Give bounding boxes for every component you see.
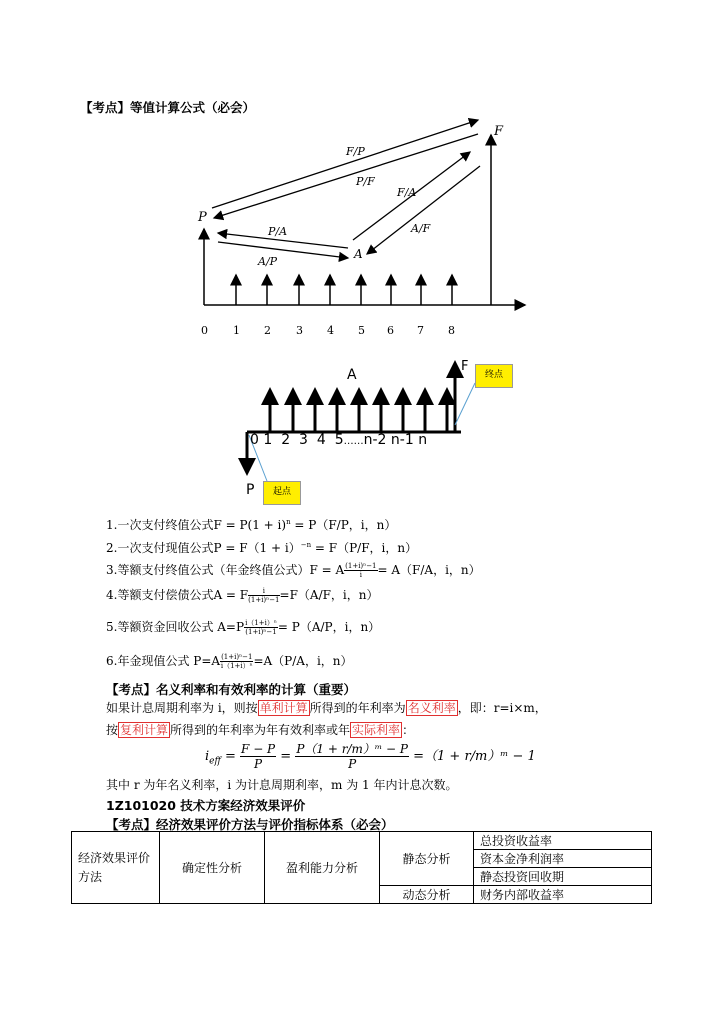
highlight-effective-rate: 实际利率 bbox=[352, 723, 401, 737]
para-text: ，即：r=i×m， bbox=[457, 701, 547, 715]
eq-frac-1 bbox=[240, 742, 276, 771]
cell-dynamic: 动态分析 bbox=[380, 886, 474, 904]
fraction-numerator: F − P bbox=[241, 742, 276, 756]
formula-2 bbox=[106, 539, 417, 556]
formula-3 bbox=[106, 561, 481, 579]
formula-5 bbox=[106, 618, 380, 636]
formula-6-rhs: =A（P/A，i，n） bbox=[253, 654, 353, 668]
cash-flow-diagram-1 bbox=[190, 112, 550, 352]
para-line-2 bbox=[106, 721, 414, 738]
fraction-denominator: P bbox=[348, 757, 357, 771]
tick-label: 1 bbox=[263, 432, 273, 448]
eq-rhs: =（1 + r/m）ᵐ − 1 bbox=[413, 749, 536, 764]
evaluation-table bbox=[71, 831, 652, 904]
formula-5-rhs: = P（A/P，i，n） bbox=[277, 620, 381, 634]
tick-label: 4 bbox=[316, 432, 326, 448]
cell-indicator: 总投资收益率 bbox=[474, 832, 652, 850]
formula-5-fraction bbox=[244, 619, 278, 636]
cell-deterministic: 确定性分析 bbox=[160, 832, 265, 904]
formula-5-lhs: 5.等额资金回收公式 A=P bbox=[106, 620, 245, 634]
tick-label: 8 bbox=[448, 324, 455, 337]
para-text: 所得到的年利率为年有效利率或年 bbox=[170, 723, 351, 737]
highlight-nominal-rate: 名义利率 bbox=[407, 701, 456, 715]
eq-frac-2 bbox=[295, 742, 409, 771]
label-f-p: F/P bbox=[346, 145, 365, 158]
label-p-a: P/A bbox=[268, 225, 288, 238]
formula-2-lhs: 2.一次支付现值公式P = F（1 + i） bbox=[106, 541, 301, 555]
label-a-f: A/F bbox=[411, 222, 431, 235]
formula-1-sup: n bbox=[286, 518, 291, 526]
diag1-label-p: P bbox=[198, 210, 207, 225]
para-text: 如果计息周期利率为 i，则按 bbox=[106, 701, 258, 715]
fraction-denominator: (1+i)ⁿ−1 bbox=[245, 628, 277, 636]
formula-2-sup: −n bbox=[300, 541, 312, 549]
heading-interest-rates: 【考点】名义利率和有效利率的计算（重要） bbox=[106, 682, 357, 697]
highlight-simple-interest: 单利计算 bbox=[259, 701, 308, 715]
para-text: 所得到的年利率为 bbox=[309, 701, 406, 715]
tick-label: n bbox=[418, 432, 428, 448]
heading-equivalent-formulas: 【考点】等值计算公式（必会） bbox=[80, 100, 256, 115]
fraction-numerator: (1+i)ⁿ−1 bbox=[221, 653, 253, 661]
formula-2-rhs: = F（P/F，i，n） bbox=[311, 541, 418, 555]
diag2-label-f: F bbox=[461, 359, 469, 374]
arrow-f-given-p bbox=[212, 120, 478, 208]
cell-indicator: 财务内部收益率 bbox=[474, 886, 652, 904]
fraction-denominator: P bbox=[254, 757, 263, 771]
label-p-f: P/F bbox=[356, 175, 375, 188]
arrow-a-given-f bbox=[367, 166, 480, 254]
tick-label: 3 bbox=[299, 432, 308, 448]
fraction-numerator: i bbox=[248, 587, 279, 596]
formula-4 bbox=[106, 586, 379, 604]
cell-profitability: 盈利能力分析 bbox=[265, 832, 380, 904]
formula-3-fraction bbox=[344, 562, 377, 579]
para-line-1 bbox=[106, 699, 547, 716]
fraction-denominator: (1+i)ⁿ−1 bbox=[248, 596, 280, 604]
formula-3-lhs: 3.等额支付终值公式（年金终值公式）F = A bbox=[106, 563, 345, 577]
tick-label: 7 bbox=[417, 324, 424, 337]
formula-4-lhs: 4.等额支付偿债公式A = F bbox=[106, 588, 249, 602]
formula-3-rhs: = A（F/A，i，n） bbox=[377, 563, 481, 577]
formula-6 bbox=[106, 652, 353, 670]
fraction-numerator: (1+i)ⁿ−1 bbox=[345, 562, 377, 570]
tick-label: 2 bbox=[264, 324, 271, 337]
tick-label: n-1 bbox=[390, 432, 414, 448]
diag1-label-a: A bbox=[354, 247, 363, 261]
fraction-numerator: i（1+i）ⁿ bbox=[245, 619, 277, 627]
diag1-label-f: F bbox=[494, 124, 504, 139]
cell-indicator: 静态投资回收期 bbox=[474, 868, 652, 886]
effective-rate-equation: $i_{eff}$ = $\frac{F - P}{P}$ = $\frac{\text{P（1 + r/m）ᵐ − P}}{P}$ =（1 + r/m）ᵐ − 1 bbox=[205, 742, 536, 771]
formula-1 bbox=[106, 516, 396, 533]
tick-label: 4 bbox=[327, 324, 334, 337]
tick-label: n-2 bbox=[363, 432, 387, 448]
heading-evaluation-methods: 【考点】经济效果评价方法与评价指标体系（必会） bbox=[106, 817, 394, 832]
label-f-a: F/A bbox=[397, 186, 417, 199]
formula-6-lhs: 6.年金现值公式 P=A bbox=[106, 654, 221, 668]
diag2-label-p: P bbox=[246, 482, 255, 498]
fraction-numerator: P（1 + r/m）ᵐ − P bbox=[296, 742, 408, 756]
cell-indicator: 资本金净利润率 bbox=[474, 850, 652, 868]
formula-1-lhs: 1.一次支付终值公式F = P(1 + i) bbox=[106, 518, 287, 532]
fraction-denominator: i bbox=[359, 571, 362, 579]
cell-static: 静态分析 bbox=[380, 832, 474, 886]
diag2-ticks bbox=[250, 432, 427, 448]
formula-6-fraction bbox=[220, 653, 253, 670]
cell-method: 经济效果评价方法 bbox=[72, 832, 160, 904]
para-text: 按 bbox=[106, 723, 119, 737]
tick-label: 3 bbox=[296, 324, 303, 337]
diag2-label-a: A bbox=[347, 367, 357, 383]
formula-4-rhs: =F（A/F，i，n） bbox=[279, 588, 379, 602]
arrow-a-given-p bbox=[218, 242, 348, 258]
tick-label: 5 bbox=[358, 324, 365, 337]
tick-label: 6 bbox=[387, 324, 394, 337]
para-text: ： bbox=[402, 723, 415, 737]
label-a-p: A/P bbox=[258, 255, 278, 268]
tick-label: 0 bbox=[250, 432, 259, 448]
tick-label: 1 bbox=[233, 324, 240, 337]
start-point-box: 起点 bbox=[263, 481, 301, 505]
section-title: 1Z101020 技术方案经济效果评价 bbox=[106, 798, 306, 813]
variable-note: 其中 r 为年名义利率，i 为计息周期利率，m 为 1 年内计息次数。 bbox=[106, 778, 458, 792]
annuity-arrows-2 bbox=[270, 390, 447, 432]
eq-lhs: i bbox=[205, 749, 210, 764]
formula-1-rhs: = P（F/P，i，n） bbox=[290, 518, 397, 532]
fraction-denominator: i（1+i）ⁿ bbox=[220, 662, 253, 670]
annuity-arrows bbox=[236, 275, 452, 305]
eq-lhs-sub: eff bbox=[209, 756, 221, 767]
tick-label: …… bbox=[343, 436, 364, 447]
end-point-box: 终点 bbox=[475, 364, 513, 388]
tick-label: 2 bbox=[281, 432, 291, 448]
tick-label: 5 bbox=[334, 432, 344, 448]
formula-4-fraction bbox=[248, 587, 279, 604]
tick-label: 0 bbox=[201, 324, 208, 337]
highlight-compound-interest: 复利计算 bbox=[120, 723, 169, 737]
